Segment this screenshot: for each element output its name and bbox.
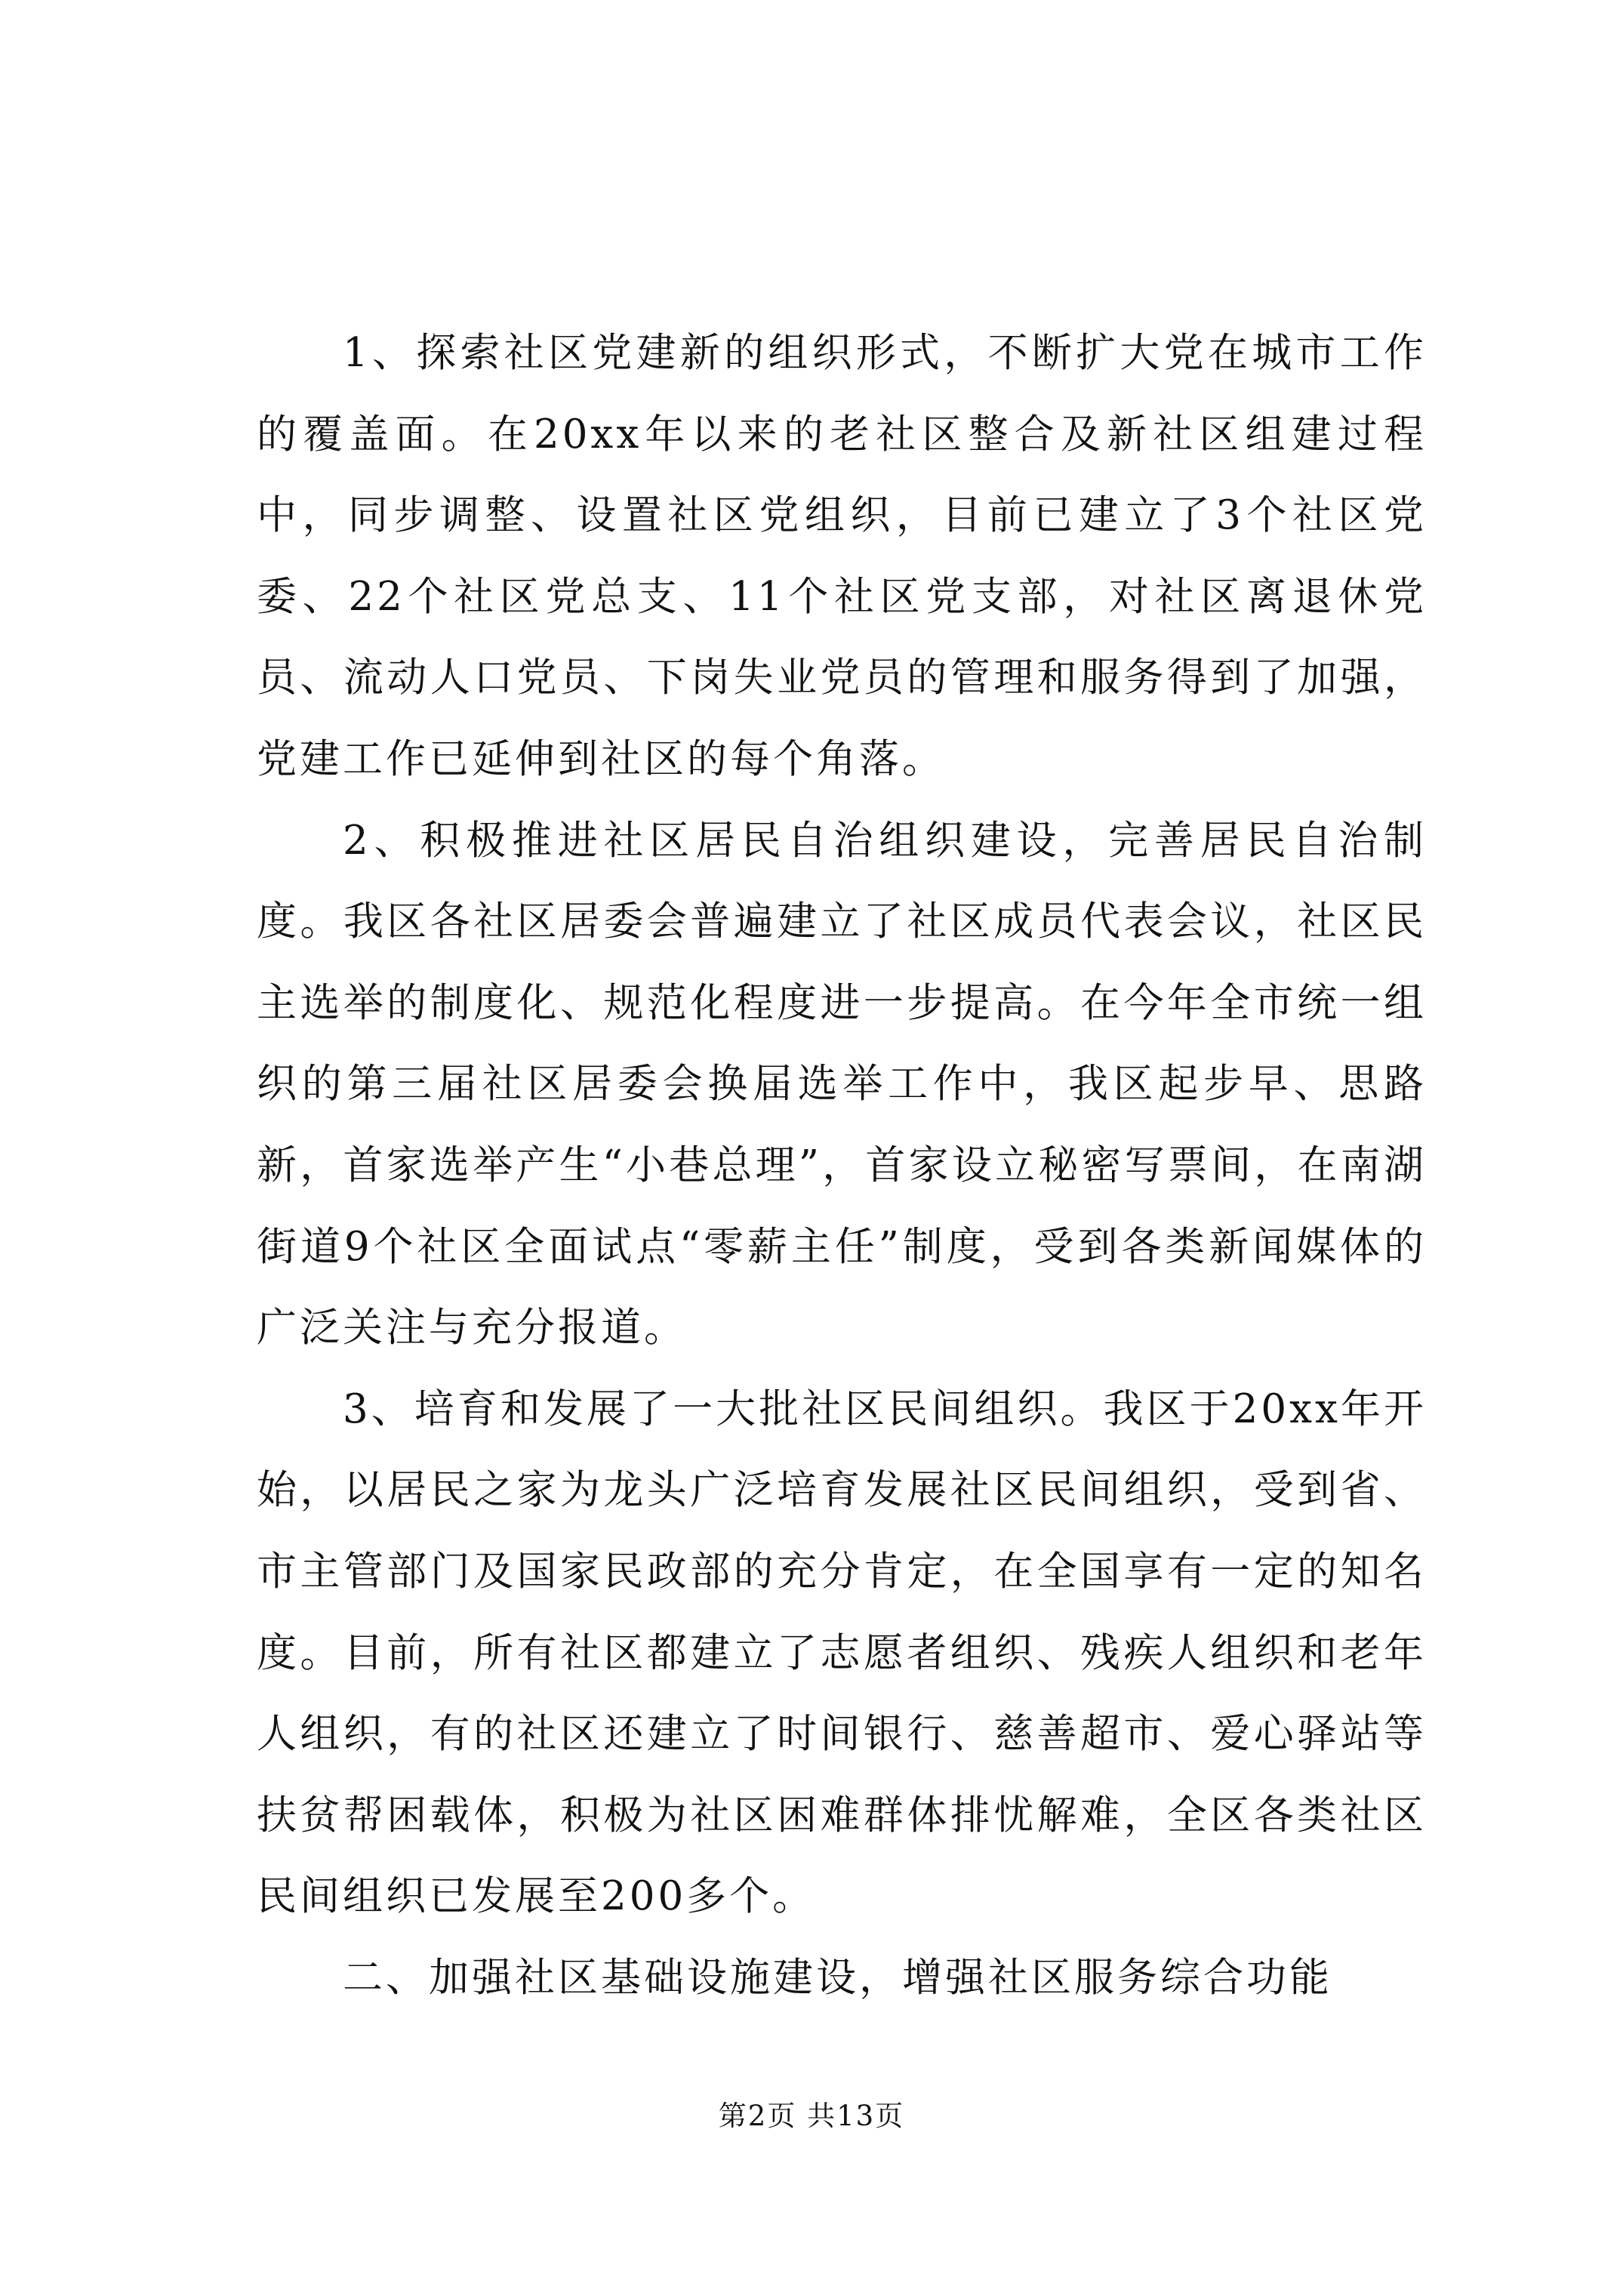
paragraph-3: 3、培育和发展了一大批社区民间组织。我区于20xx年开始，以居民之家为龙头广泛培育发展社区民间组织，受到省、市主管部门及国家民政部的充分肯定，在全国享有一定的知名度。目前，所有社区都建立了志愿者组织、残疾人组织和老年人组织，有的社区还建立了时间银行、慈善超市、爱心驿站等扶贫帮困载体，积极为社区困难群体排忧解难，全区各类社区民间组织已发展至200多个。 xyxy=(257,1385,1427,1920)
document-body xyxy=(257,313,1427,2018)
paragraph-2: 2、积极推进社区居民自治组织建设，完善居民自治制度。我区各社区居委会普遍建立了社区成员代表会议，社区民主选举的制度化、规范化程度进一步提高。在今年全市统一组织的第三届社区居委会换届选举工作中，我区起步早、思路新，首家选举产生“小巷总理”，首家设立秘密写票间，在南湖街道9个社区全面试点“零薪主任”制度，受到各类新闻媒体的广泛关注与充分报道。 xyxy=(257,817,1427,1351)
page-footer: 第2页 共13页 xyxy=(718,2100,905,2132)
section-heading: 二、加强社区基础设施建设，增强社区服务综合功能 xyxy=(343,1954,1332,2001)
paragraph-1: 1、探索社区党建新的组织形式，不断扩大党在城市工作的覆盖面。在20xx年以来的老社区整合及新社区组建过程中，同步调整、设置社区党组织，目前已建立了3个社区党委、22个社区党总支、11个社区党支部，对社区离退休党员、流动人口党员、下岗失业党员的管理和服务得到了加强，党建工作已延伸到社区的每个角落。 xyxy=(257,330,1427,782)
